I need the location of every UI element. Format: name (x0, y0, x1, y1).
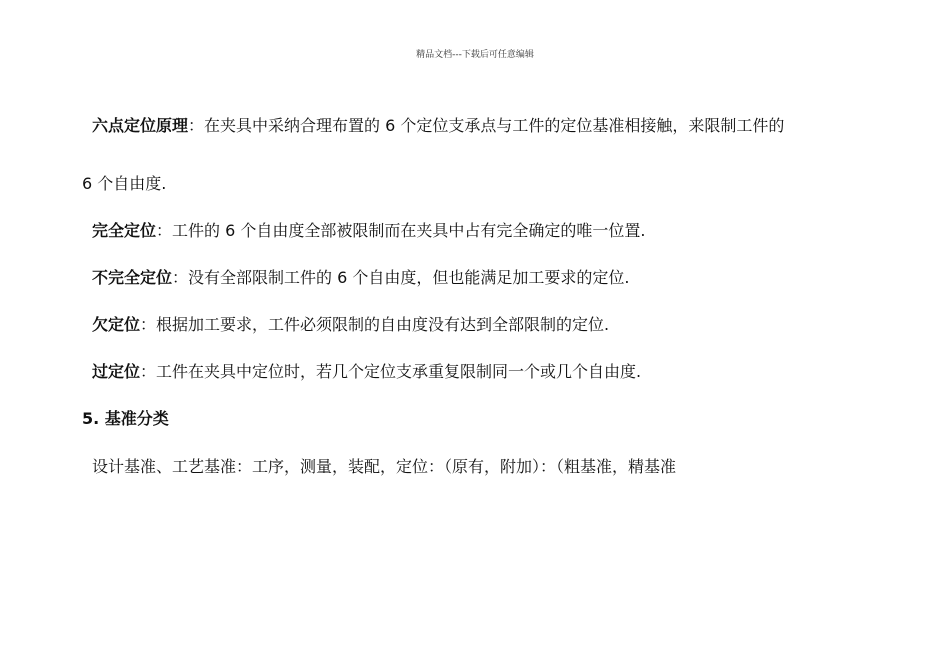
term-incomplete-positioning: 不完全定位 (92, 268, 173, 287)
term-separator: ： (172, 268, 189, 287)
term-separator: ： (140, 362, 157, 381)
paragraph-datum-types: 设计基准、工艺基准：工序，测量，装配，定位：（原有，附加）：（粗基准，精基准 (92, 457, 677, 476)
paragraph-six-point-principle (92, 116, 784, 136)
definition-over-positioning: 工件在夹具中定位时，若几个定位支承重复限制同一个或几个自由度. (156, 362, 642, 381)
definition-under-positioning: 根据加工要求，工件必须限制的自由度没有达到全部限制的定位. (156, 315, 610, 334)
definition-incomplete-positioning: 没有全部限制工件的 6 个自由度，但也能满足加工要求的定位. (188, 268, 630, 287)
term-six-point-principle: 六点定位原理 (92, 116, 189, 135)
term-separator: ： (156, 221, 173, 240)
paragraph-under-positioning (92, 315, 609, 335)
paragraph-over-positioning (92, 362, 641, 382)
paragraph-incomplete-positioning (92, 268, 629, 288)
definition-full-positioning: 工件的 6 个自由度全部被限制而在夹具中占有完全确定的唯一位置. (172, 221, 646, 240)
term-separator: ： (188, 116, 205, 135)
term-full-positioning: 完全定位 (92, 221, 157, 240)
definition-six-point-principle: 在夹具中采纳合理布置的 6 个定位支承点与工件的定位基准相接触，来限制工件的 (204, 116, 785, 135)
paragraph-full-positioning (92, 221, 645, 241)
paragraph-six-point-continuation: 6 个自由度. (82, 174, 167, 193)
term-under-positioning: 欠定位 (92, 315, 141, 334)
page-header: 精品文档---下载后可任意编辑 (416, 50, 534, 60)
term-separator: ： (140, 315, 157, 334)
term-over-positioning: 过定位 (92, 362, 141, 381)
section-heading-datum-classification: 5. 基准分类 (82, 409, 169, 428)
